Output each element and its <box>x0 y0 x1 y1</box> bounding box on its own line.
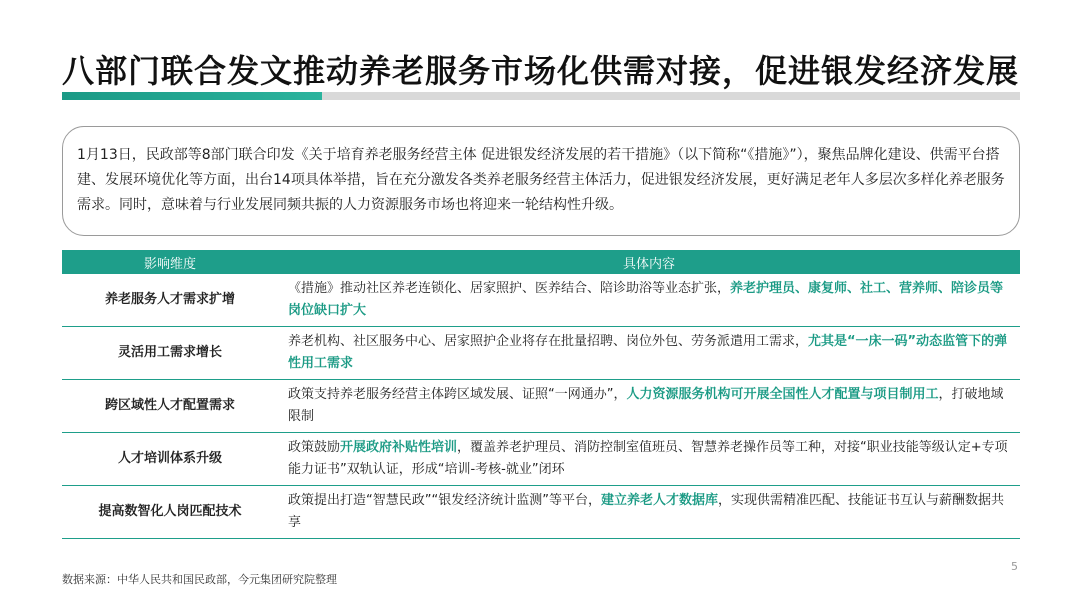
row-dimension: 跨区域性人才配置需求 <box>62 380 278 433</box>
content-plain: 养老机构、社区服务中心、居家照护企业将存在批量招聘、岗位外包、劳务派遣用工需求， <box>288 334 809 349</box>
content-plain: 政策提出打造“智慧民政”“银发经济统计监测”等平台， <box>288 493 601 508</box>
table-row <box>62 274 1020 327</box>
content-highlight: 开展政府补贴性培训 <box>340 440 458 455</box>
row-dimension: 灵活用工需求增长 <box>62 327 278 380</box>
title-underline <box>62 92 1020 100</box>
page-number: 5 <box>1011 560 1018 573</box>
page-title: 八部门联合发文推动养老服务市场化供需对接，促进银发经济发展 <box>62 52 1020 90</box>
row-dimension: 人才培训体系升级 <box>62 433 278 486</box>
content-plain: 政策鼓励 <box>288 440 341 455</box>
content-tail: ，实现供需精准匹配、技能证书互认与薪酬数据共享 <box>288 493 1004 530</box>
table-row <box>62 327 1020 380</box>
content-highlight: 人力资源服务机构可开展全国性人才配置与项目制用工 <box>626 387 939 402</box>
table-row <box>62 433 1020 486</box>
content-highlight: 尤其是“一床一码”动态监管下的弹性用工需求 <box>288 334 1008 371</box>
content-highlight: 建立养老人才数据库 <box>600 493 718 508</box>
table-header-row <box>62 250 1020 274</box>
row-content <box>278 327 1020 380</box>
content-highlight: 养老护理员、康复师、社工、营养师、陪诊员等岗位缺口扩大 <box>288 281 1004 318</box>
table-row <box>62 486 1020 539</box>
content-plain: 政策支持养老服务经营主体跨区域发展、证照“一网通办”， <box>288 387 627 402</box>
impact-table <box>62 250 1020 539</box>
row-content <box>278 380 1020 433</box>
row-content <box>278 274 1020 327</box>
content-tail: ，打破地域限制 <box>288 387 1004 424</box>
row-content <box>278 486 1020 539</box>
data-source-note: 数据来源：中华人民共和国民政部，今元集团研究院整理 <box>62 573 337 586</box>
header-dimension: 影响维度 <box>62 250 278 274</box>
content-tail: ，覆盖养老护理员、消防控制室值班员、智慧养老操作员等工种，对接“职业技能等级认定+专项能力证书”双轨认证，形成“培训-考核-就业”闭环 <box>288 440 1008 477</box>
title-underline-accent <box>62 92 322 100</box>
table-row <box>62 380 1020 433</box>
row-dimension: 养老服务人才需求扩增 <box>62 274 278 327</box>
row-dimension: 提高数智化人岗匹配技术 <box>62 486 278 539</box>
content-plain: 《措施》推动社区养老连锁化、居家照护、医养结合、陪诊助浴等业态扩张， <box>288 281 731 296</box>
header-content: 具体内容 <box>278 250 1020 274</box>
intro-box: 1月13日，民政部等8部门联合印发《关于培育养老服务经营主体 促进银发经济发展的若干措施》（以下简称“《措施》”），聚焦品牌化建设、供需平台搭建、发展环境优化等方面，出台14项具体举措，旨在充分激发各类养老服务经营主体活力，促进银发经济发展，更好满足老年人多层次多样化养老服务需求。同时，意味着与行业发展同频共振的人力资源服务市场也将迎来一轮结构性升级。 <box>62 126 1020 236</box>
row-content <box>278 433 1020 486</box>
